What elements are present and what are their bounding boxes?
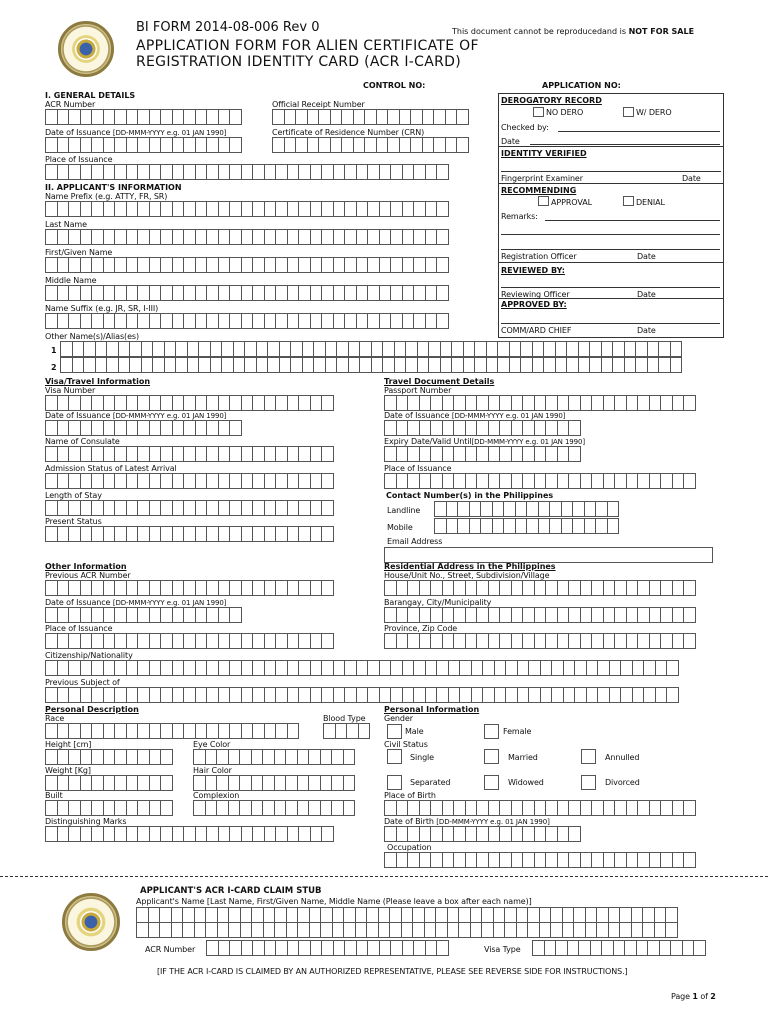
built-label: Built [45, 791, 63, 800]
annulled-checkbox[interactable] [581, 749, 596, 764]
previous-acr-label: Previous ACR Number [45, 571, 131, 580]
char-box[interactable] [683, 852, 696, 868]
province-label: Province, Zip Code [384, 624, 458, 633]
char-box[interactable] [436, 285, 449, 301]
registration-signature-line[interactable] [501, 249, 720, 250]
office-box-divider [498, 262, 724, 263]
fingerprint-date-label: Date [682, 174, 701, 183]
last-name-label: Last Name [45, 220, 87, 229]
visa-date-boxes[interactable] [45, 420, 241, 436]
previous-subject-boxes[interactable] [45, 687, 678, 703]
char-box[interactable] [436, 229, 449, 245]
no-dero-checkbox[interactable] [533, 107, 544, 117]
admission-status-boxes[interactable] [45, 473, 333, 489]
expiry-date-boxes[interactable] [384, 446, 580, 462]
char-box[interactable] [607, 518, 620, 534]
no-dero-label: NO DERO [546, 108, 584, 117]
passport-number-boxes[interactable] [384, 395, 695, 411]
char-box[interactable] [666, 660, 679, 676]
dero-date-label: Date [501, 137, 520, 146]
char-box[interactable] [568, 446, 581, 462]
contact-numbers-heading: Contact Number(s) in the Philippines [386, 491, 554, 500]
expiry-hint: [DD-MMM-YYYY e.g. 01 JAN 1990] [471, 438, 585, 446]
char-box[interactable] [683, 473, 696, 489]
char-box[interactable] [229, 607, 242, 623]
char-box[interactable] [229, 109, 242, 125]
date-of-issuance-boxes[interactable] [45, 137, 241, 153]
other-information-heading: Other Information [45, 562, 127, 571]
date-of-birth-label: Date of Birth [DD-MMM-YYYY e.g. 01 JAN 1990] [384, 817, 550, 826]
office-box-divider [498, 183, 724, 184]
name-prefix-label: Name Prefix (e.g. ATTY, FR, SR) [45, 192, 168, 201]
claim-stub-title: APPLICANT'S ACR I-CARD CLAIM STUB [140, 886, 322, 896]
name-prefix-boxes[interactable] [45, 201, 448, 217]
char-box[interactable] [693, 940, 706, 956]
other-place-boxes[interactable] [45, 633, 333, 649]
single-label: Single [410, 753, 434, 762]
province-boxes[interactable] [384, 633, 695, 649]
char-box[interactable] [321, 473, 334, 489]
occupation-boxes[interactable] [384, 852, 695, 868]
place-of-issuance-label: Place of Issuance [45, 155, 113, 164]
char-box[interactable] [683, 395, 696, 411]
alias-row-1-number: 1 [51, 346, 57, 355]
date-hint: [DD-MMM-YYYY e.g. 01 JAN 1990] [436, 818, 550, 826]
w-dero-checkbox[interactable] [623, 107, 634, 117]
char-box[interactable] [683, 633, 696, 649]
place-of-issuance-boxes[interactable] [45, 164, 448, 180]
office-box-divider [498, 146, 724, 147]
eye-color-boxes[interactable] [193, 749, 354, 765]
char-box[interactable] [436, 313, 449, 329]
email-field[interactable] [384, 547, 713, 563]
weight-boxes[interactable] [45, 775, 172, 791]
first-name-boxes[interactable] [45, 257, 448, 273]
char-box[interactable] [321, 446, 334, 462]
first-name-label: First/Given Name [45, 248, 113, 257]
civil-status-label: Civil Status [384, 740, 428, 749]
place-of-birth-boxes[interactable] [384, 800, 695, 816]
alias-row-2-boxes[interactable] [60, 357, 681, 373]
application-no-label: APPLICATION NO: [542, 81, 621, 90]
last-name-boxes[interactable] [45, 229, 448, 245]
page-total: 2 [710, 992, 716, 1001]
female-checkbox[interactable] [484, 724, 499, 739]
denial-label: DENIAL [636, 198, 665, 207]
registration-date-label: Date [637, 252, 656, 261]
alias-row-2-number: 2 [51, 363, 57, 372]
place-of-birth-label: Place of Birth [384, 791, 436, 800]
eye-color-label: Eye Color [193, 740, 231, 749]
cut-line [0, 876, 768, 877]
stub-applicant-name-label: Applicant's Name [Last Name, First/Given Name, Middle Name (Please leave a box after each name)] [136, 897, 532, 906]
other-date-label: Date of Issuance [DD-MMM-YYYY e.g. 01 JAN 1990] [45, 598, 227, 607]
char-box[interactable] [456, 109, 469, 125]
stub-visa-type-boxes[interactable] [532, 940, 705, 956]
name-suffix-label: Name Suffix (e.g. JR, SR, I-III) [45, 304, 159, 313]
reviewing-signature-line[interactable] [501, 287, 720, 288]
reviewing-officer-label: Reviewing Officer [501, 290, 570, 299]
separated-label: Separated [410, 778, 451, 787]
landline-boxes[interactable] [434, 501, 618, 517]
stub-acr-number-boxes[interactable] [206, 940, 448, 956]
char-box[interactable] [229, 420, 242, 436]
widowed-checkbox[interactable] [484, 775, 499, 790]
char-box[interactable] [321, 395, 334, 411]
stub-name-boxes-row-1[interactable] [136, 907, 677, 923]
control-no-label: CONTROL NO: [363, 81, 426, 90]
house-street-label: House/Unit No., Street, Subdivision/Village [384, 571, 550, 580]
travel-place-boxes[interactable] [384, 473, 695, 489]
other-names-label: Other Name(s)/Alias(es) [45, 332, 139, 341]
general-details-heading: I. GENERAL DETAILS [45, 91, 136, 100]
crn-boxes[interactable] [272, 137, 468, 153]
char-box[interactable] [229, 137, 242, 153]
alias-row-1-boxes[interactable] [60, 341, 681, 357]
stub-acr-number-label: ACR Number [145, 945, 196, 954]
recommending-heading: RECOMMENDING [501, 186, 577, 195]
complexion-boxes[interactable] [193, 800, 354, 816]
fingerprint-examiner-label: Fingerprint Examiner [501, 174, 583, 183]
visa-number-boxes[interactable] [45, 395, 333, 411]
char-box[interactable] [160, 775, 173, 791]
char-box[interactable] [321, 826, 334, 842]
present-status-boxes[interactable] [45, 526, 333, 542]
checked-by-label: Checked by: [501, 123, 549, 132]
char-box[interactable] [321, 633, 334, 649]
w-dero-label: W/ DERO [636, 108, 672, 117]
date-of-birth-boxes[interactable] [384, 826, 580, 842]
char-box[interactable] [321, 526, 334, 542]
race-boxes[interactable] [45, 723, 298, 739]
male-label: Male [405, 727, 424, 736]
date-hint: [DD-MMM-YYYY e.g. 01 JAN 1990] [112, 129, 227, 137]
female-label: Female [503, 727, 532, 736]
blood-type-boxes[interactable] [323, 723, 369, 739]
divorced-label: Divorced [605, 778, 640, 787]
comm-chief-signature-line[interactable] [501, 323, 720, 324]
landline-label: Landline [387, 506, 421, 515]
personal-information-heading: Personal Information [384, 705, 480, 714]
char-box[interactable] [683, 580, 696, 596]
remarks-line[interactable] [501, 234, 720, 235]
travel-place-label: Place of Issuance [384, 464, 452, 473]
built-boxes[interactable] [45, 800, 172, 816]
denial-checkbox[interactable] [623, 196, 634, 206]
length-of-stay-label: Length of Stay [45, 491, 102, 500]
personal-description-heading: Personal Description [45, 705, 139, 714]
annulled-label: Annulled [605, 753, 640, 762]
char-box[interactable] [568, 420, 581, 436]
char-box[interactable] [160, 749, 173, 765]
char-box[interactable] [321, 580, 334, 596]
previous-subject-label: Previous Subject of [45, 678, 120, 687]
char-box[interactable] [160, 800, 173, 816]
blood-type-label: Blood Type [323, 714, 366, 723]
form-title-line2: REGISTRATION IDENTITY CARD (ACR I-CARD) [136, 54, 461, 70]
mobile-label: Mobile [387, 523, 413, 532]
barangay-label: Barangay, City/Municipality [384, 598, 492, 607]
visa-travel-heading: Visa/Travel Information [45, 377, 151, 386]
travel-document-heading: Travel Document Details [384, 377, 495, 386]
crn-label: Certificate of Residence Number (CRN) [272, 128, 425, 137]
char-box[interactable] [666, 687, 679, 703]
height-label: Height [cm] [45, 740, 92, 749]
name-suffix-boxes[interactable] [45, 313, 448, 329]
distinguishing-marks-label: Distinguishing Marks [45, 817, 127, 826]
remarks-line[interactable] [545, 220, 720, 221]
expiry-date-label: Expiry Date/Valid Until[DD-MMM-YYYY e.g. 01 JAN 1990] [384, 437, 585, 446]
char-box[interactable] [607, 501, 620, 517]
registration-officer-label: Registration Officer [501, 252, 577, 261]
dero-date-line[interactable] [530, 144, 720, 145]
reviewing-date-label: Date [637, 290, 656, 299]
stub-bureau-seal [62, 893, 120, 951]
char-box[interactable] [358, 723, 371, 739]
gender-label: Gender [384, 714, 413, 723]
form-title-line1: APPLICATION FORM FOR ALIEN CERTIFICATE OF [136, 38, 479, 54]
reviewed-by-heading: REVIEWED BY: [501, 266, 565, 275]
approved-by-heading: APPROVED BY: [501, 300, 567, 309]
barangay-boxes[interactable] [384, 607, 695, 623]
stub-name-boxes-row-2[interactable] [136, 922, 677, 938]
race-label: Race [45, 714, 65, 723]
weight-label: Weight [Kg] [45, 766, 91, 775]
char-box[interactable] [343, 775, 356, 791]
hair-color-boxes[interactable] [193, 775, 354, 791]
char-box[interactable] [343, 800, 356, 816]
official-receipt-boxes[interactable] [272, 109, 468, 125]
not-for-sale-label: NOT FOR SALE [628, 27, 695, 36]
passport-number-label: Passport Number [384, 386, 452, 395]
remarks-label: Remarks: [501, 212, 538, 221]
char-box[interactable] [287, 723, 300, 739]
page-number: 1 [692, 992, 698, 1001]
admission-status-label: Admission Status of Latest Arrival [45, 464, 177, 473]
char-box[interactable] [456, 137, 469, 153]
divorced-checkbox[interactable] [581, 775, 596, 790]
middle-name-label: Middle Name [45, 276, 97, 285]
char-box[interactable] [436, 164, 449, 180]
stub-representative-note: [IF THE ACR I-CARD IS CLAIMED BY AN AUTHORIZED REPRESENTATIVE, PLEASE SEE REVERSE SIDE FOR INSTRUCTIONS.] [157, 967, 628, 976]
date-hint: [DD-MMM-YYYY e.g. 01 JAN 1990] [451, 412, 566, 420]
email-label: Email Address [387, 537, 443, 546]
derogatory-record-heading: DEROGATORY RECORD [501, 96, 602, 105]
comm-chief-label: COMM/ARD CHIEF [501, 326, 572, 335]
stub-visa-type-label: Visa Type [484, 945, 521, 954]
identity-verified-heading: IDENTITY VERIFIED [501, 149, 587, 158]
char-box[interactable] [683, 607, 696, 623]
official-receipt-label: Official Receipt Number [272, 100, 365, 109]
present-status-label: Present Status [45, 517, 102, 526]
char-box[interactable] [683, 800, 696, 816]
char-box[interactable] [436, 940, 449, 956]
page-indicator: Page 1 of 2 [671, 992, 716, 1001]
house-street-boxes[interactable] [384, 580, 695, 596]
residential-address-heading: Residential Address in the Philippines [384, 562, 556, 571]
char-box[interactable] [343, 749, 356, 765]
other-place-label: Place of Issuance [45, 624, 113, 633]
bureau-of-immigration-seal [58, 21, 114, 77]
previous-acr-boxes[interactable] [45, 580, 333, 596]
date-hint: [DD-MMM-YYYY e.g. 01 JAN 1990] [112, 412, 227, 420]
male-checkbox[interactable] [387, 724, 402, 739]
travel-date-label: Date of Issuance [DD-MMM-YYYY e.g. 01 JAN 1990] [384, 411, 566, 420]
consulate-boxes[interactable] [45, 446, 333, 462]
char-box[interactable] [568, 826, 581, 842]
char-box[interactable] [665, 922, 678, 938]
acr-number-label: ACR Number [45, 100, 96, 109]
applicant-info-heading: II. APPLICANT'S INFORMATION [45, 183, 182, 192]
acr-number-boxes[interactable] [45, 109, 241, 125]
height-boxes[interactable] [45, 749, 172, 765]
consulate-label: Name of Consulate [45, 437, 120, 446]
char-box[interactable] [436, 201, 449, 217]
married-checkbox[interactable] [484, 749, 499, 764]
married-label: Married [508, 753, 538, 762]
citizenship-label: Citizenship/Nationality [45, 651, 133, 660]
occupation-label: Occupation [387, 843, 432, 852]
reproduction-notice: This document cannot be reproducedand is NOT FOR SALE [452, 27, 695, 36]
date-of-issuance-label: Date of Issuance [DD-MMM-YYYY e.g. 01 JAN 1990] [45, 128, 227, 137]
char-box[interactable] [436, 257, 449, 273]
form-number: BI FORM 2014-08-006 Rev 0 [136, 20, 320, 35]
complexion-label: Complexion [193, 791, 240, 800]
widowed-label: Widowed [508, 778, 544, 787]
distinguishing-marks-boxes[interactable] [45, 826, 333, 842]
travel-date-boxes[interactable] [384, 420, 580, 436]
separated-checkbox[interactable] [387, 775, 402, 790]
single-checkbox[interactable] [387, 749, 402, 764]
citizenship-boxes[interactable] [45, 660, 678, 676]
middle-name-boxes[interactable] [45, 285, 448, 301]
date-hint: [DD-MMM-YYYY e.g. 01 JAN 1990] [112, 599, 227, 607]
comm-chief-date-label: Date [637, 326, 656, 335]
char-box[interactable] [670, 341, 683, 357]
char-box[interactable] [321, 500, 334, 516]
fingerprint-signature-line[interactable] [501, 171, 721, 172]
checked-by-line[interactable] [558, 131, 720, 132]
visa-date-label: Date of Issuance [DD-MMM-YYYY e.g. 01 JAN 1990] [45, 411, 227, 420]
approval-label: APPROVAL [551, 198, 592, 207]
length-of-stay-boxes[interactable] [45, 500, 333, 516]
other-date-boxes[interactable] [45, 607, 241, 623]
char-box[interactable] [665, 907, 678, 923]
approval-checkbox[interactable] [538, 196, 549, 206]
hair-color-label: Hair Color [193, 766, 232, 775]
char-box[interactable] [670, 357, 683, 373]
mobile-boxes[interactable] [434, 518, 618, 534]
visa-number-label: Visa Number [45, 386, 96, 395]
